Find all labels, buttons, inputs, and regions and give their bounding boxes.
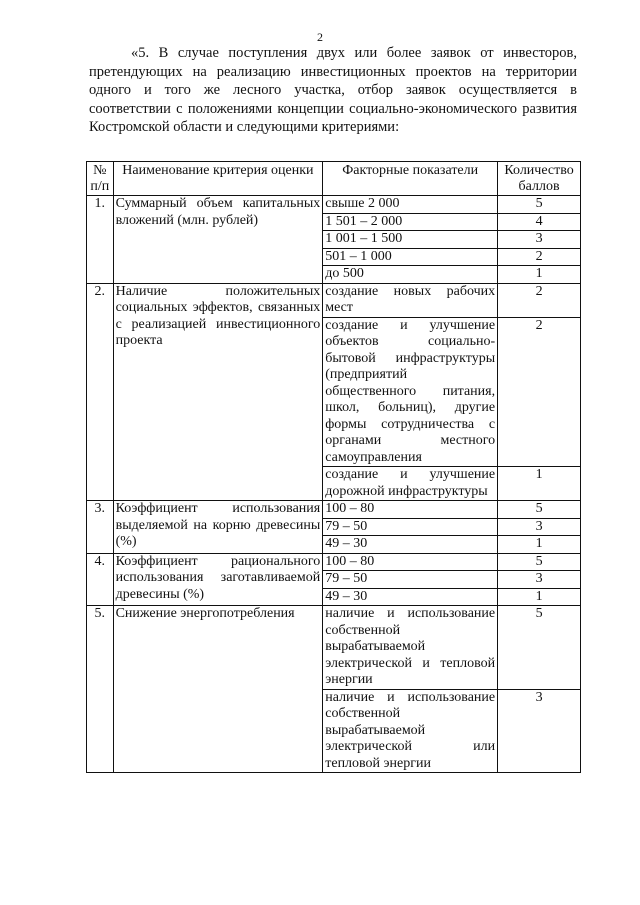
factor-score: 3 <box>498 518 581 536</box>
factor-indicator: 100 – 80 <box>323 553 498 571</box>
factor-score: 1 <box>498 266 581 284</box>
table-row <box>87 553 581 571</box>
factor-score: 1 <box>498 467 581 501</box>
header-num: № п/п <box>87 162 114 196</box>
table-row <box>87 606 581 690</box>
factor-indicator: наличие и использование собственной вырабатываемой электрической или тепловой энергии <box>323 689 498 773</box>
criterion-name: Снижение энергопотребления <box>113 606 323 773</box>
factor-score: 2 <box>498 317 581 467</box>
criterion-number: 5. <box>87 606 114 773</box>
factor-indicator: 501 – 1 000 <box>323 248 498 266</box>
table-row <box>87 196 581 214</box>
criterion-number: 1. <box>87 196 114 284</box>
factor-indicator: наличие и использование собственной вырабатываемой электрической и тепловой энергии <box>323 606 498 690</box>
factor-indicator: создание и улучшение дорожной инфраструктуры <box>323 467 498 501</box>
factor-score: 1 <box>498 588 581 606</box>
factor-score: 5 <box>498 606 581 690</box>
factor-score: 3 <box>498 571 581 589</box>
factor-indicator: 100 – 80 <box>323 501 498 519</box>
criterion-number: 3. <box>87 501 114 554</box>
factor-indicator: 79 – 50 <box>323 518 498 536</box>
factor-score: 1 <box>498 536 581 554</box>
criteria-table <box>86 161 581 773</box>
factor-score: 2 <box>498 248 581 266</box>
factor-indicator: 79 – 50 <box>323 571 498 589</box>
factor-score: 4 <box>498 213 581 231</box>
table-row <box>87 501 581 519</box>
criterion-name: Коэффициент рационального использования заготавливаемой древесины (%) <box>113 553 323 606</box>
factor-indicator: 1 001 – 1 500 <box>323 231 498 249</box>
factor-indicator: 49 – 30 <box>323 536 498 554</box>
criterion-name: Коэффициент использования выделяемой на корню древесины (%) <box>113 501 323 554</box>
factor-indicator: 1 501 – 2 000 <box>323 213 498 231</box>
criterion-name: Наличие положительных социальных эффектов, связанных с реализацией инвестиционного проекта <box>113 283 323 501</box>
criterion-number: 2. <box>87 283 114 501</box>
factor-score: 3 <box>498 231 581 249</box>
factor-indicator: создание и улучшение объектов социально-бытовой инфраструктуры (предприятий общественного питания, школ, больниц), другие формы сотрудничества с органами местного самоуправления <box>323 317 498 467</box>
factor-score: 5 <box>498 553 581 571</box>
table-header-row <box>87 162 581 196</box>
factor-indicator: до 500 <box>323 266 498 284</box>
factor-score: 5 <box>498 501 581 519</box>
factor-indicator: 49 – 30 <box>323 588 498 606</box>
header-name: Наименование критерия оценки <box>113 162 323 196</box>
factor-score: 3 <box>498 689 581 773</box>
header-score: Количество баллов <box>498 162 581 196</box>
header-factors: Факторные показатели <box>323 162 498 196</box>
intro-paragraph: «5. В случае поступления двух или более заявок от инвесторов, претендующих на реализацию инвестиционных проектов на территории одного и того же лесного участка, отбор заявок осуществляется в соответствии с положениями концепции социально-экономического развития Костромской области и следующими критериями: <box>89 45 577 135</box>
factor-indicator: свыше 2 000 <box>323 196 498 214</box>
table-row <box>87 283 581 317</box>
criterion-number: 4. <box>87 553 114 606</box>
factor-indicator: создание новых рабочих мест <box>323 283 498 317</box>
factor-score: 2 <box>498 283 581 317</box>
criterion-name: Суммарный объем капитальных вложений (млн. рублей) <box>113 196 323 284</box>
factor-score: 5 <box>498 196 581 214</box>
page-number: 2 <box>317 30 323 44</box>
